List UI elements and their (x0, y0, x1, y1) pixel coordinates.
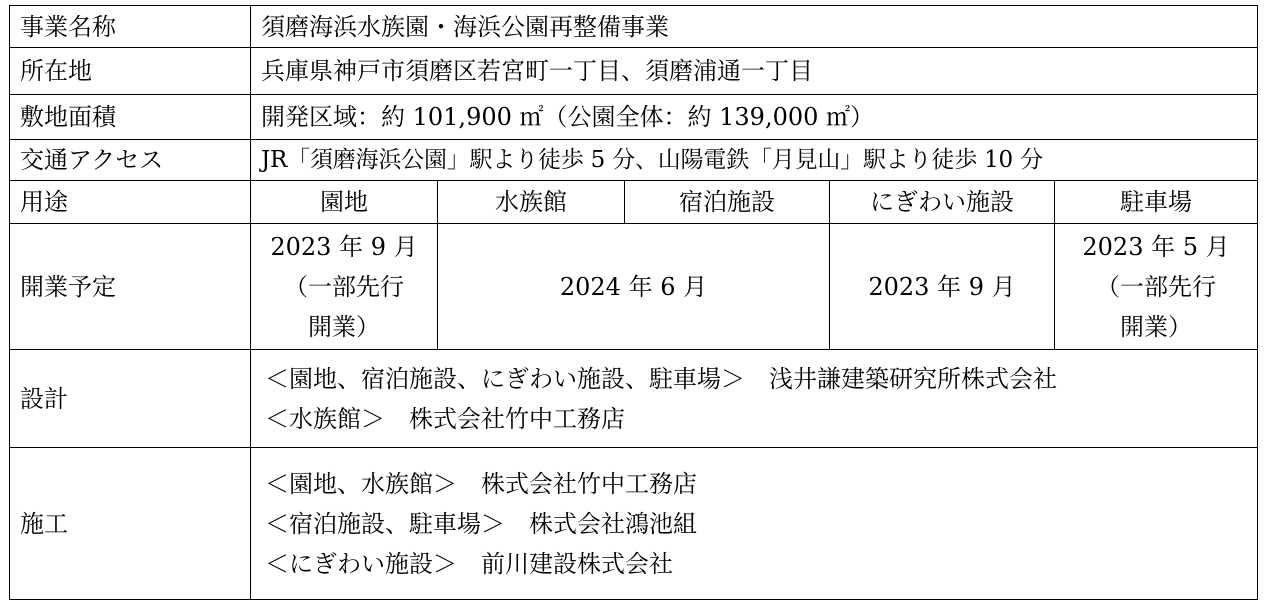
opening-parking (1055, 224, 1258, 350)
opening-nigiwai: 2023 年 9 月 (830, 224, 1055, 350)
use-hotel: 宿泊施設 (625, 181, 830, 224)
opening-park-line: 開業） (308, 312, 380, 341)
use-park: 園地 (251, 181, 438, 224)
opening-park (251, 224, 438, 350)
label-design: 設計 (10, 350, 251, 448)
use-parking: 駐車場 (1055, 181, 1258, 224)
use-nigiwai: にぎわい施設 (830, 181, 1055, 224)
opening-parking-line: 開業） (1120, 312, 1192, 341)
row-access (10, 140, 1258, 181)
project-info-table (9, 5, 1258, 600)
opening-parking-line: 2023 年 5 月 (1082, 232, 1230, 261)
row-location (10, 48, 1258, 95)
label-access: 交通アクセス (10, 140, 251, 181)
row-opening (10, 224, 1258, 350)
design-line: ＜水族館＞ 株式会社竹中工務店 (265, 404, 625, 433)
opening-aquarium-hotel: 2024 年 6 月 (438, 224, 830, 350)
value-location: 兵庫県神戸市須磨区若宮町一丁目、須磨浦通一丁目 (251, 48, 1258, 95)
value-access: JR「須磨海浜公園」駅より徒歩 5 分、山陽電鉄「月見山」駅より徒歩 10 分 (251, 140, 1258, 181)
value-site-area: 開発区域：約 101,900 ㎡（公園全体：約 139,000 ㎡） (251, 95, 1258, 140)
construction-line: ＜宿泊施設、駐車場＞ 株式会社鴻池組 (265, 509, 697, 538)
label-use: 用途 (10, 181, 251, 224)
opening-park-line: 2023 年 9 月 (270, 232, 418, 261)
value-project-name: 須磨海浜水族園・海浜公園再整備事業 (251, 6, 1258, 48)
row-project-name (10, 6, 1258, 48)
value-construction (251, 448, 1258, 600)
row-use (10, 181, 1258, 224)
label-opening: 開業予定 (10, 224, 251, 350)
construction-line: ＜園地、水族館＞ 株式会社竹中工務店 (265, 469, 697, 498)
label-project-name: 事業名称 (10, 6, 251, 48)
row-site-area (10, 95, 1258, 140)
row-construction (10, 448, 1258, 600)
design-line: ＜園地、宿泊施設、にぎわい施設、駐車場＞ 浅井謙建築研究所株式会社 (265, 364, 1057, 393)
row-design (10, 350, 1258, 448)
label-location: 所在地 (10, 48, 251, 95)
value-design (251, 350, 1258, 448)
use-aquarium: 水族館 (438, 181, 625, 224)
opening-parking-line: （一部先行 (1096, 272, 1216, 301)
label-construction: 施工 (10, 448, 251, 600)
opening-park-line: （一部先行 (284, 272, 404, 301)
construction-line: ＜にぎわい施設＞ 前川建設株式会社 (265, 549, 673, 578)
label-site-area: 敷地面積 (10, 95, 251, 140)
